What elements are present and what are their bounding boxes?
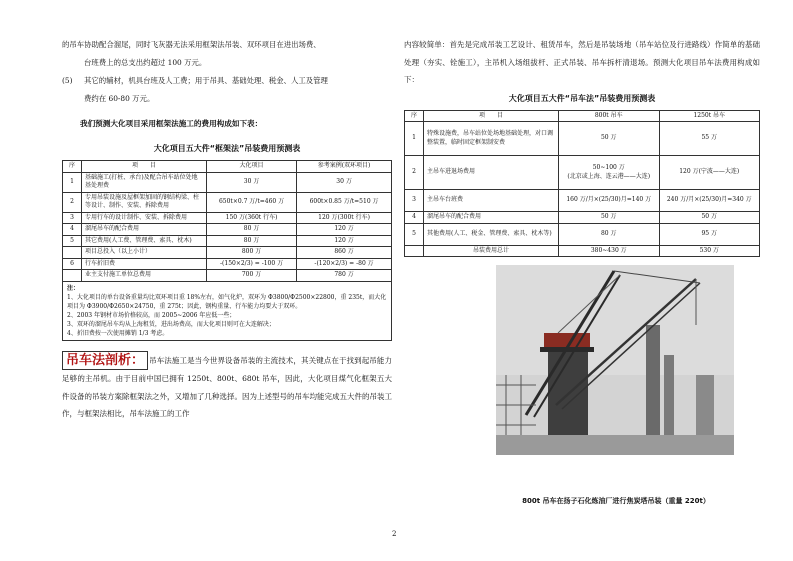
list-item-5 bbox=[62, 72, 392, 90]
cell-dahua: 80 万 bbox=[207, 235, 297, 247]
section-heading: 吊车法剖析： bbox=[62, 351, 148, 371]
cell-dahua: 150 万(360t 行车) bbox=[207, 212, 297, 224]
cell-800t: 80 万 bbox=[559, 223, 660, 245]
cell-no bbox=[63, 270, 82, 282]
intro-line-1: 的吊车协助配合溜尾，同时飞灰器无法采用框架法吊装、双环项目在进出场费、 bbox=[62, 40, 321, 49]
table-row bbox=[63, 192, 392, 212]
header-800t: 800t 吊车 bbox=[559, 110, 660, 122]
cell-dahua: 700 万 bbox=[207, 270, 297, 282]
cell-1250t: 55 万 bbox=[659, 122, 760, 156]
cell-ref: -(120×2/3) = -80 万 bbox=[297, 258, 392, 270]
cell-item: 其它费用(人工费、管理费、索具、枕木) bbox=[82, 235, 207, 247]
cell-800t: 50 万 bbox=[559, 212, 660, 224]
table-row bbox=[405, 190, 760, 212]
table-row bbox=[63, 235, 392, 247]
crane-photo bbox=[496, 265, 734, 455]
table-row bbox=[405, 122, 760, 156]
cell-item: 溜尾吊车的配合费用 bbox=[424, 212, 559, 224]
cell-item: 其他费用(人工、税金、管理费、索具、枕木等) bbox=[424, 223, 559, 245]
note-item: 3、双环的溜尾吊车均从上海租赁，进出场费高，而大化项目则可在大连解决； bbox=[67, 320, 275, 328]
crane-photo-illustration bbox=[496, 265, 734, 455]
cell-item: 业主支付施工单位总费用 bbox=[82, 270, 207, 282]
section-text: 吊车法施工是当今世界设备吊装的主流技术，其关键点在于找到起吊能力足够的主吊机。由于目前中国已拥有 1250t、800t、680t 吊车，因此，大化项目煤气化框架五大件设备的吊装方案除框架法之外，又增加了几种选择。因为上述型号的吊车均能完成五大件的吊装工作，与框架法相比，吊车法施工的工作 bbox=[62, 355, 392, 418]
intro-line-2: 台班费上的总支出约超过 100 万元。 bbox=[84, 58, 207, 67]
note-item: 1、大化项目的单台设备重量均比双环项目重 18%左右，如气化炉，双环为 Φ3800/Φ2500×22800，重 235t，而大化项目为 Φ3900/Φ2650×24750，重 275t；因此，钢构重量、行车能力均要大于双环。 bbox=[67, 293, 387, 310]
cell-no: 2 bbox=[63, 192, 82, 212]
cell-no: 1 bbox=[63, 172, 82, 192]
header-no: 序 bbox=[405, 110, 424, 122]
crane-method-table-title: 大化项目五大件“吊车法”吊装费用预测表 bbox=[508, 93, 656, 103]
cell-1250t: 530 万 bbox=[659, 245, 760, 257]
cell-dahua: 650t×0.7 万/t=460 万 bbox=[207, 192, 297, 212]
right-intro: 内容较简单：首先是完成吊装工艺设计、租赁吊车，然后是吊装场地（吊车站位及行进路线）作简单的基础处理（夯实、铨施工），主吊机入场组拔杆、正式吊装、吊车拆杆清退场。预测大化项目吊车法费用构成如下： bbox=[404, 40, 760, 84]
cell-800t: 50~100 万 (北京或上海、连云港——大连) bbox=[559, 156, 660, 190]
cell-ref: 120 万(300t 行车) bbox=[297, 212, 392, 224]
cell-ref: 860 万 bbox=[297, 247, 392, 259]
table-header-row bbox=[63, 161, 392, 173]
cell-no: 6 bbox=[63, 258, 82, 270]
page-number: 2 bbox=[392, 530, 397, 538]
cell-no: 4 bbox=[405, 212, 424, 224]
cell-item: 主吊车台班费 bbox=[424, 190, 559, 212]
cell-item: 吊装费用总计 bbox=[424, 245, 559, 257]
table-row bbox=[63, 247, 392, 259]
crane-method-cost-table bbox=[404, 110, 760, 258]
cell-800t: 380~430 万 bbox=[559, 245, 660, 257]
frame-method-cost-table bbox=[62, 160, 392, 282]
cell-item: 特殊设施费，吊车站位处场地基础处理，对口调整装置，临时固定框架制安费 bbox=[424, 122, 559, 156]
table-row bbox=[63, 270, 392, 282]
header-dahua: 大化项目 bbox=[207, 161, 297, 173]
cell-no: 2 bbox=[405, 156, 424, 190]
cell-dahua: 800 万 bbox=[207, 247, 297, 259]
left-column bbox=[62, 36, 392, 423]
cell-800t: 50 万 bbox=[559, 122, 660, 156]
cell-1250t: 95 万 bbox=[659, 223, 760, 245]
cell-dahua: -(150×2/3) = -100 万 bbox=[207, 258, 297, 270]
header-item: 项 目 bbox=[424, 110, 559, 122]
cell-dahua: 30 万 bbox=[207, 172, 297, 192]
cell-item: 行车折旧费 bbox=[82, 258, 207, 270]
table-header-row bbox=[405, 110, 760, 122]
list-item-text: 其它的辅材，机具台班及人工费；用于吊具、基础处理、税金、人工及管理 bbox=[84, 76, 328, 85]
table-row bbox=[405, 223, 760, 245]
table-row bbox=[63, 212, 392, 224]
table-row bbox=[405, 212, 760, 224]
header-item: 项 目 bbox=[82, 161, 207, 173]
cell-no: 3 bbox=[63, 212, 82, 224]
cell-no: 3 bbox=[405, 190, 424, 212]
cell-ref: 780 万 bbox=[297, 270, 392, 282]
cell-no bbox=[63, 247, 82, 259]
header-no: 序 bbox=[63, 161, 82, 173]
frame-method-table-title: 大化项目五大件“框架法”吊装费用预测表 bbox=[153, 144, 301, 153]
right-column bbox=[404, 36, 760, 257]
table-notes bbox=[62, 282, 392, 341]
cell-ref: 120 万 bbox=[297, 224, 392, 236]
table-row bbox=[405, 245, 760, 257]
note-item: 4、折旧费按一次使用摊销 1/3 考虑。 bbox=[67, 329, 169, 337]
table-row bbox=[63, 224, 392, 236]
cell-item: 专用吊装设施及屋框架加固的钢结构梁、柱等设计、制作、安装、拆除费用 bbox=[82, 192, 207, 212]
header-1250t: 1250t 吊车 bbox=[659, 110, 760, 122]
photo-caption: 800t 吊车在扬子石化炼油厂进行焦炭塔吊装（重量 220t） bbox=[522, 497, 710, 505]
table-row bbox=[63, 258, 392, 270]
list-item-text-cont: 费约在 60-80 万元。 bbox=[84, 94, 155, 103]
cell-800t: 160 万/月×(25/30)月=140 万 bbox=[559, 190, 660, 212]
cell-no: 5 bbox=[405, 223, 424, 245]
cell-dahua: 80 万 bbox=[207, 224, 297, 236]
header-ref: 参考案例(双环项目) bbox=[297, 161, 392, 173]
notes-title: 注： bbox=[67, 284, 80, 292]
cell-no: 4 bbox=[63, 224, 82, 236]
cell-no: 5 bbox=[63, 235, 82, 247]
cell-1250t: 120 万(宁波——大连) bbox=[659, 156, 760, 190]
list-item-number: (5) bbox=[62, 76, 73, 85]
costs-intro: 我们预测大化项目采用框架法施工的费用构成如下表： bbox=[80, 119, 263, 128]
cell-item: 专用行车的设计制作、安装、拆除费用 bbox=[82, 212, 207, 224]
table-row bbox=[405, 156, 760, 190]
cell-item: 项目总投入（以上小计） bbox=[82, 247, 207, 259]
cell-1250t: 50 万 bbox=[659, 212, 760, 224]
cell-ref: 30 万 bbox=[297, 172, 392, 192]
cell-item: 溜尾吊车的配合费用 bbox=[82, 224, 207, 236]
cell-ref: 600t×0.85 万/t=510 万 bbox=[297, 192, 392, 212]
cell-item: 基础施工(打桩、承台)及配合吊车站位处地基处理费 bbox=[82, 172, 207, 192]
crane-method-paragraph bbox=[62, 351, 392, 423]
cell-1250t: 240 万/月×(25/30)月=340 万 bbox=[659, 190, 760, 212]
cell-no bbox=[405, 245, 424, 257]
cell-item: 主吊车进退场费用 bbox=[424, 156, 559, 190]
note-item: 2、2003 年钢材市场价格较高，而 2005~2006 年应低一些； bbox=[67, 311, 236, 319]
cell-no: 1 bbox=[405, 122, 424, 156]
table-row bbox=[63, 172, 392, 192]
cell-ref: 120 万 bbox=[297, 235, 392, 247]
